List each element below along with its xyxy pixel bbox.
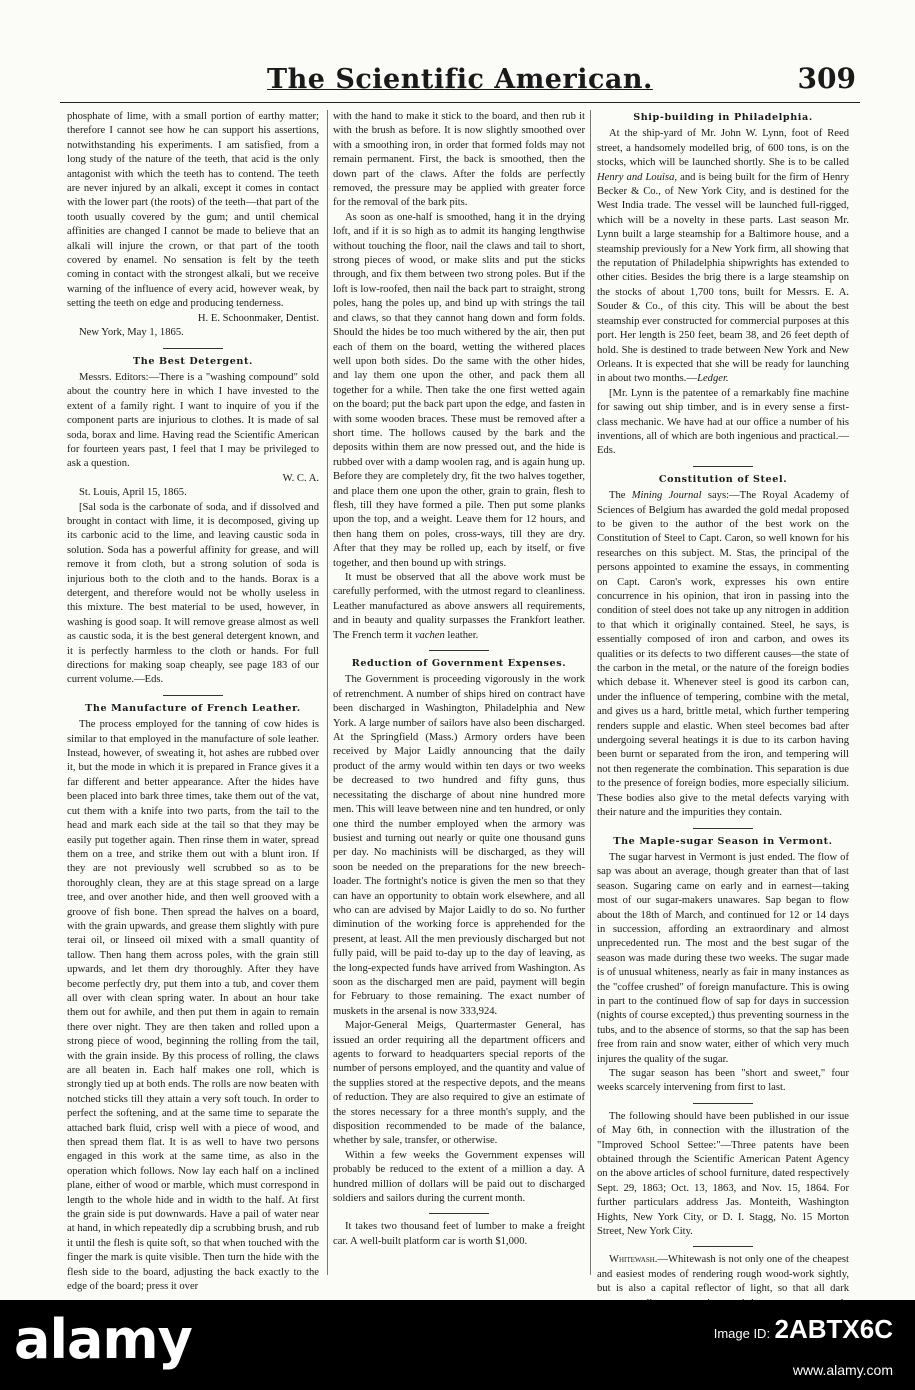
column-rule [590, 110, 591, 1275]
article-paragraph [597, 127, 849, 386]
run-in-heading: Whitewash. [609, 1254, 658, 1266]
letter-initials: W. C. A. [282, 472, 319, 484]
letter-signature: H. E. Schoonmaker, Dentist. [197, 312, 319, 324]
publication-name: Mining Journal [631, 490, 702, 502]
article-paragraph: The Government is proceeding vigorously in the work of retrenchment. A number of ships hired on contract have been discharged in Washington, Philadelphia and New York. A large number of sailors have also been discharged. At the Springfield (Mass.) Armory orders have been received by Major Laidly announcing that the daily product of the army would within ten days or two weeks be decreased to two hundred and fifty guns, thus necessitating the discharge of about nine hundred more men. This will leave between nine and ten hundred, or only one third the number employed when the armory was busiest and turning out nearly or quite one thousand guns per day. No machinists will be discharged, as they will soon be needed on the preparations for the new breech-loader. The fortnight's notice is given the men so that they can have an opportunity to obtain work elsewhere, and all who can are advised by Major Laidly to do so. No further diminution of the working force is apprehended for the present, at least. All the men previously discharged but not fully paid, will be paid to-day up to the day of leaving, as the long-expected funds have arrived from Washington. As soon as the discharged men are paid, payment will begin for February to those remaining. The exact number of muskets in the arsenal is now 333,924. [333, 674, 585, 1017]
article-heading-detergent: The Best Detergent. [133, 355, 253, 367]
article-paragraph: As soon as one-half is smoothed, hang it in the drying loft, and if it is so high as to admit its hanging lengthwise without touching the floor, nail the claws and tail to short, strong pieces of wood, or make slits and put the sticks through, and fix them between two strong poles. But if the loft is low-roofed, then nail the back part to straight, strong poles, hang the poles up, and bind up with strings the tail and claws, so that they cannot hang down and form folds. Should the hides be too much withered by the air, then put each of them on the board, wetting the withered places well upon both sides. Do the same with the other hides, and lay them one upon the other, and pack them all together for a while. Then take the one first wetted again on the board; put the back part upon the edge, and fasten in with some wooden braces. These must be removed after a short time. The hollows caused by the bark and the deposits within them are now pressed out, and the hide is rubbed over with a damp woolen rag, and is again hung up. Before they are completely dry, fit the two halves together, and place them one upon the other, grain to grain, flesh to flesh, till they have formed a pile. Then put some planks upon the top, and a weight. Leave them for 12 hours, and then hang them on poles, cross-ways, till they are dry. After that they may be rolled up, each by itself, or five together, and then bound up with strings. [333, 211, 585, 569]
article-paragraph [333, 571, 585, 643]
text-run: The [609, 490, 632, 502]
article-heading-maple-sugar: The Maple-sugar Season in Vermont. [613, 835, 833, 847]
section-separator [429, 650, 489, 651]
column-rule [327, 110, 328, 1275]
italic-term: vachen [414, 629, 445, 641]
section-separator [163, 348, 223, 349]
section-separator [429, 1213, 489, 1214]
image-id-value: 2ABTX6C [774, 1314, 893, 1344]
column-left [67, 110, 319, 1293]
article-heading-reduction: Reduction of Government Expenses. [351, 658, 567, 670]
image-id-block [714, 1314, 893, 1345]
text-run: At the ship-yard of Mr. John W. Lynn, foot of Reed street, a handsomely modelled brig, of 600 tons, is on the stocks, which will be launched shortly. She is to be called [597, 128, 849, 169]
section-separator [693, 466, 753, 467]
ship-name: Henry and Louisa, [597, 171, 678, 183]
text-run: It must be observed that all the above work must be carefully performed, with the utmost regard to cleanliness. Leather manufactured as above answers all requirements, and in beauty and quality surpasses the Frankfort leather. The French term it [333, 572, 585, 641]
article-paragraph: The process employed for the tanning of cow hides is similar to that employed in the manufacture of sole leather. Instead, however, of sweating it, hot ashes are rubbed over it, but the mode in which it is prepared in France gives it a far different and better appearance. After the hides have been placed into bark three times, take them out of the vat, cut them with a knife into two parts, from the tail to the head and mark each side at the tail so that they may be easily put together again. Then rinse them in water, spread them on a tree, and strike them out with a blunt iron. If they are not previously well scrubbed so as to be thoroughly clean, they are at this stage spread on a large tree, and over another hide, and then well grooved with a groove of fish bone. Then spread the halves on a board, with the grain upwards, and grease them slightly with pure terai oil, or linseed oil mixed with a small quantity of tallow. Then hang them across poles, with the grain still upwards, and let them dry thoroughly. After they have become perfectly dry, put them into a tub, and cover them all over with clean spring water. In about an hour take them out for awhile, and then put them in again to remain there over night. They are then taken and rolled upon a strong piece of wood, beginning the rolling from the tail, with the grain inside. By this process of rolling, the claws are all beaten in. Each half makes one roll, which is strongly tied up at both ends. The rolls are now beaten with notched sticks till they attain a very soft touch. In order to perfect the softening, and at the same time to separate the attached bark fluid, crisp well with a piece of wood, and then spread them flat. It is as well to have two persons engaged in this work at the same time, as also in the operation which follows. Now lay each half on a inclined plane, either of wood or marble, which must correspond in length to the whole hide and in width to the half. At first the grain side is put downwards. Have a pail of water near at hand, in which repeatedly dip a scrubbing brush, and rub it until the flesh is quite soft, so that when touched with the finger the mark is quite visible. Then turn the hide with the flesh side to the board, adjusting the back exactly to the edge of the board; press it over [67, 719, 319, 1293]
stock-watermark-banner [0, 1300, 915, 1390]
article-paragraph: Messrs. Editors:—There is a "washing compound" sold about the country here in which I have invested to the extent of a family right. I want to inquire of you if the component parts are injurious to clothes. It is made of sal soda, borax and lime. Having read the Scientific American for fourteen years past, I feel that I may be privileged to ask a question. [67, 371, 319, 470]
article-paragraph: Major-General Meigs, Quartermaster General, has issued an order requiring all the department officers and agents to forward to headquarters special reports of the number of persons employed, and the quantity and value of the supplies stored at the respective depots, and the means of reduction. They are also required to give an estimate of the stores necessary for a three month's supply, and the disposition recommended to be made of the balance, whether by sale, transfer, or otherwise. [333, 1020, 585, 1147]
article-paragraph: phosphate of lime, with a small portion of earthy matter; therefore I cannot see how he can support his assertions, notwithstanding his experiments. I am satisfied, from a long study of the nature of the teeth, that acid is the only antagonist with which the teeth has to contend. The teeth are never injured by an alkali, except it comes in contact with the lower part (the roots) of the teeth—that part of the tooth usually covered by the gum; and until chemical affinities are changed I cannot be made to believe that an alkali will injure the crown, or that part of the tooth covered by enamel. No sensation is felt by the teeth coming in contact with the strongest alkali, but we receive warning of the influence of every acid, however weak, by setting the teeth on edge and producing tenderness. [67, 111, 319, 310]
alamy-logo: alamy [14, 1308, 192, 1371]
newspaper-title: The Scientific American. [267, 64, 653, 95]
text-run: leather. [444, 629, 479, 641]
article-heading-shipbuilding: Ship-building in Philadelphia. [633, 112, 813, 123]
text-run: says:—The Royal Academy of Sciences of Belgium has awarded the gold medal proposed to be given to the author of the best work on the Constitution of Steel to Capt. Caron, so well known for his researches on this subject. M. Stas, the principal of the persons appointed to examine the essays, in commenting on Capt. Caron's work, expresses his own entire concurrence in his opinion, that iron in passing into the condition of steel does not take up any nitrogen in addition to that which it originally contained. Steel, he says, is essentially composed of iron and carbon, and owes its qualities or its defects to two different causes—the state of the carbon in the metal, or the nature of the foreign bodies which debase it. Whenever steel is good its carbon can, under the influence of tempering, combine with the metal, and gives us a hard, brittle metal, which further tempering renders supple and elastic. When steel becomes bad after undergoing several heatings it is due to its carbon having been burnt or separated from the iron, and tempering will not then regenerate the combination. This separation is due to the presence of foreign bodies, more especially silicium. These bodies also give to the metal defects varying with their nature and the impurities they contain. [597, 490, 849, 819]
text-run: and is being built for the firm of Henry Becker & Co., of New York City, and is destined for the West India trade. The vessel will be launched full-rigged, which will be a novelty in these parts. Last season Mr. Lynn built a large steamship for a Baltimore house, and a steamship previously for a New York firm, all showing that the reputation of Philadelphia shipwrights has extended to other cities. Besides the brig there is a large steamship on the stocks of about 1,700 tons, built for Messrs. E. A. Souder & Co., of this city. This will be about the best steamship ever constructed for commercial purposes at this port. Her length is 250 feet, beam 38, and 26 feet depth of hold. She is destined to trade between New York and New Orleans. It is expected that she will be ready for launching in about two months.— [597, 171, 849, 385]
article-paragraph: The sugar season has been "short and sweet," four weeks scarcely intervening from first to last. [597, 1068, 849, 1094]
section-separator [693, 1103, 753, 1104]
editor-reply: [Sal soda is the carbonate of soda, and if dissolved and brought in contact with lime, it is decomposed, giving up its carbonic acid to the lime, and leaving caustic soda in solution. Soda has a powerful affinity for grease, and will remove it from cloth, but a strong solution of soda is injurious both to the cloth and to the hands. Borax is a detergent, and therefore would not be wholly useless in this mixture. The best material to be used, however, in washing is good soap. It will remove grease almost as well as caustic soda, it is the best general detergent known, and it is perfectly harmless to the cloth or hands. For full directions for making soap cheaply, see page 183 of our current volume.—Eds. [67, 501, 319, 686]
article-paragraph [597, 489, 849, 820]
alamy-url: www.alamy.com [792, 1362, 893, 1378]
article-paragraph: It takes two thousand feet of lumber to make a freight car. A well-built platform car is worth $1,000. [333, 1221, 585, 1247]
article-paragraph: Within a few weeks the Government expenses will probably be reduced to the extent of a million a day. A hundred million of dollars will be paid out to discharged soldiers and sailors during the current month. [333, 1149, 585, 1205]
page-number: 309 [797, 62, 856, 95]
column-right [597, 110, 849, 1295]
section-separator [693, 1246, 753, 1247]
column-middle [333, 110, 585, 1278]
source-credit: Ledger. [697, 373, 729, 385]
editor-note: [Mr. Lynn is the patentee of a remarkably fine machine for sawing out ship timber, and is in every sense a first-class mechanic. We have had at our office a number of his inventions, all of which are both ingenious and practical.—Eds. [597, 387, 849, 457]
letter-dateline: St. Louis, April 15, 1865. [79, 487, 187, 499]
section-separator [163, 695, 223, 696]
article-paragraph: with the hand to make it stick to the board, and then rub it with the brush as before. It is now slightly smoothed over with a smoothing iron, in order that formed folds may not remain permanent. First, the back is smoothed, then the down part of the claws. After the folds are perfectly removed, the pressure may be applied with greater force for the removal of the bark pits. [333, 111, 585, 209]
article-paragraph: The sugar harvest in Vermont is just ended. The flow of sap was about an average, though greater than that of last season. Sugaring came on early and in earnest—taking most of our sugar-makers unawares. Sap began to flow about the 18th of March, and continued for 12 or 14 days in succession, affording an extraordinary and almost unprecedented run. The most and the best sugar of the season was made during these two weeks. The sugar made is of unusual whiteness, nearly as fair in many instances as the "coffee crushed" of foreign manufacture. This is owing in part to the continued flow of sap for days in succession (nights of course excepted,) thus preventing sourness in the tubs, and to the absence of storms, so that the sap has been free from rain and snow water, either of which very much injures the quality of the sugar. [597, 851, 849, 1065]
section-separator [693, 828, 753, 829]
article-heading-leather: The Manufacture of French Leather. [85, 702, 301, 714]
masthead [60, 62, 860, 103]
letter-dateline: New York, May 1, 1865. [79, 327, 184, 339]
article-heading-steel: Constitution of Steel. [658, 473, 788, 485]
text-run: —Whitewash is not only one of the cheapest and easiest modes of rendering rough wood-work sightly, but is also a capital reflector of light, so that all dark [597, 1254, 849, 1295]
image-id-label: Image ID: [713, 1326, 771, 1341]
article-paragraph: The following should have been published in our issue of May 6th, in connection with the illustration of the "Improved School Settee:"—Three patents have been obtained through the Scientific American Patent Agency on the above articles of school furniture, dated respectively Sept. 29, 1863; Oct. 13, 1863, and Nov. 15, 1864. For further particulars address Jas. Monteith, Washington Hights, New York City, or D. I. Stagg, No. 15 Morton Street, New York City. [597, 1110, 849, 1238]
